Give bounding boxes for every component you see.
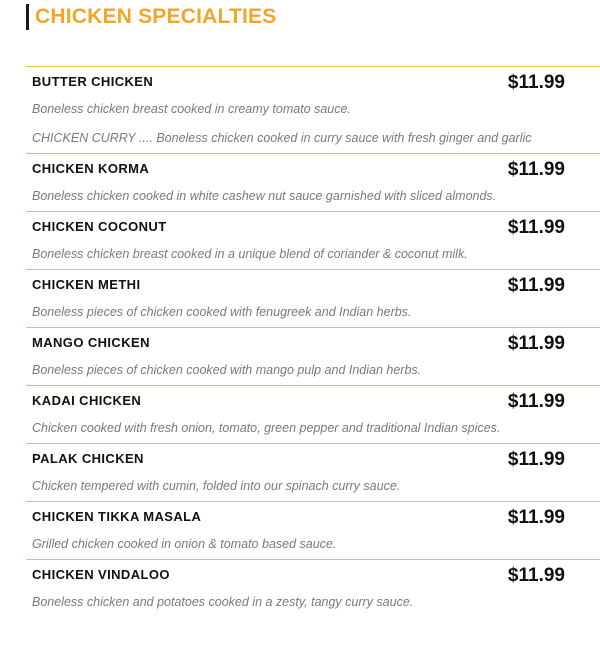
menu-item-header — [32, 154, 600, 182]
menu-item-header — [32, 67, 600, 95]
menu-item — [26, 327, 600, 385]
menu-item — [26, 153, 600, 211]
menu-item-price: $11.99 — [507, 507, 565, 528]
menu-item-description: CHICKEN CURRY .... Boneless chicken cooked in curry sauce with fresh ginger and garlic — [32, 131, 532, 145]
menu-item-header — [32, 328, 600, 356]
menu-item-header — [32, 444, 600, 472]
menu-item-description: Boneless pieces of chicken cooked with mango pulp and Indian herbs. — [32, 363, 422, 377]
menu-list — [26, 66, 600, 617]
menu-item — [26, 211, 600, 269]
menu-item-name: CHICKEN VINDALOO — [32, 566, 170, 582]
menu-item-price: $11.99 — [507, 72, 565, 93]
menu-item-price: $11.99 — [507, 565, 565, 586]
menu-item-name: CHICKEN KORMA — [32, 160, 150, 176]
menu-item-description: Grilled chicken cooked in onion & tomato based sauce. — [32, 537, 337, 551]
menu-item — [26, 66, 600, 153]
menu-item-header — [32, 386, 600, 414]
menu-item — [26, 385, 600, 443]
menu-item-name: CHICKEN TIKKA MASALA — [32, 508, 202, 524]
menu-item-name: CHICKEN METHI — [32, 276, 141, 292]
menu-item-header — [32, 560, 600, 588]
menu-item — [26, 559, 600, 617]
menu-item-price: $11.99 — [507, 449, 565, 470]
menu-item-description: Chicken tempered with cumin, folded into our spinach curry sauce. — [32, 479, 401, 493]
menu-item-description: Boneless chicken breast cooked in a unique blend of coriander & coconut milk. — [32, 247, 468, 261]
menu-item-description: Boneless chicken and potatoes cooked in a zesty, tangy curry sauce. — [32, 595, 414, 609]
menu-item — [26, 443, 600, 501]
menu-item-description: Boneless pieces of chicken cooked with fenugreek and Indian herbs. — [32, 305, 412, 319]
menu-item-name: PALAK CHICKEN — [32, 450, 144, 466]
menu-item-price: $11.99 — [507, 391, 565, 412]
menu-item-description: Boneless chicken cooked in white cashew nut sauce garnished with sliced almonds. — [32, 189, 497, 203]
menu-item-header — [32, 212, 600, 240]
menu-item-price: $11.99 — [507, 333, 565, 354]
menu-item — [26, 269, 600, 327]
menu-item-price: $11.99 — [507, 217, 565, 238]
section-header — [26, 4, 276, 30]
menu-item-name: BUTTER CHICKEN — [32, 73, 154, 89]
menu-item-name: CHICKEN COCONUT — [32, 218, 167, 234]
menu-item-header — [32, 502, 600, 530]
section-title: CHICKEN SPECIALTIES — [35, 5, 277, 28]
menu-item-name: KADAI CHICKEN — [32, 392, 142, 408]
section-accent-bar — [26, 4, 29, 30]
menu-item-price: $11.99 — [507, 275, 565, 296]
menu-item-name: MANGO CHICKEN — [32, 334, 150, 350]
menu-item-description: Boneless chicken breast cooked in creamy tomato sauce. — [32, 102, 351, 116]
menu-item-description: Chicken cooked with fresh onion, tomato, green pepper and traditional Indian spices. — [32, 421, 501, 435]
menu-item-header — [32, 270, 600, 298]
menu-item-price: $11.99 — [507, 159, 565, 180]
menu-item — [26, 501, 600, 559]
